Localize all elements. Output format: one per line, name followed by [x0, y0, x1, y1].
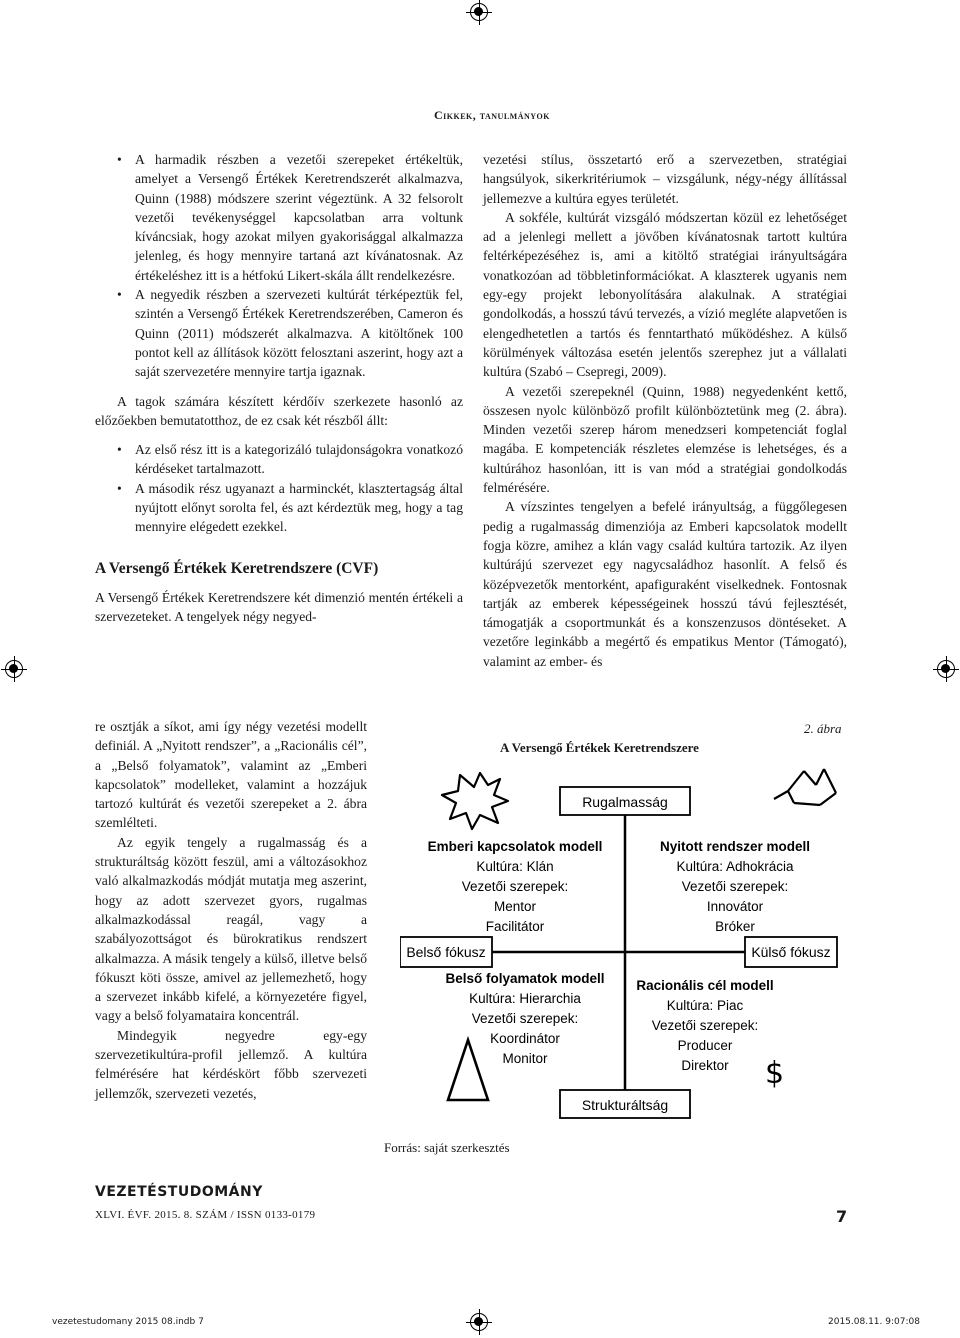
list-item: • A harmadik részben a vezetői szerepeket értékeltük, amelyet a Versengő Értékek Keretrendszerét alkalmazva, Quinn (1988) módszere szerint végeztünk. A 32 felsorolt vezetői tevékenységgel kapcsolatban arra voltunk kíváncsiak, hogy azokat milyen gyakorisággal alkalmazza jelenleg, és hogy mennyire tartaná azt kívánatosnak. Az értékeléshez itt is a hétfokú Likert-skála állt rendelkezésre.: [95, 150, 463, 285]
section-heading: A Versengő Értékek Keretrendszere (CVF): [95, 559, 379, 577]
axis-bottom-label: Strukturáltság: [581, 1097, 669, 1113]
issue-info: XLVI. ÉVF. 2015. 8. SZÁM / ISSN 0133-0179: [95, 1209, 316, 1221]
quadrant-bl-title: Belső folyamatok modell: [445, 971, 605, 986]
wrap-text-column: [95, 717, 367, 1103]
quadrant-br-roles-label: Vezetői szerepek:: [651, 1018, 759, 1033]
quadrant-br-role1: Producer: [677, 1038, 733, 1053]
cvf-diagram: [400, 765, 850, 1140]
body-paragraph: A sokféle, kultúrát vizsgáló módszertan közül ez lehetőséget ad a jelenlegi mellett a jövőben kívánatosnak tartott kultúra feltérképezéséhez is, ami a kitöltő stratégiai irányultságára vonatkozóan ad többletinformációkat. A klaszterek ugyanis nem egy-egy projekt lebonyolítására alakulnak. A stratégiai gondolkodás, a hosszú távú tervezés, a vízió megléte alapvetően is elengedhetetlen a tartós és fenntartható működéshez. A külső körülmények változása esetén jelentős szerephez jut a vállalati kultúra (Szabó – Csepregi, 2009).: [483, 209, 847, 380]
figure-number: 2. ábra: [804, 721, 842, 736]
axis-top-label: Rugalmasság: [582, 794, 668, 810]
registration-mark-left: [5, 660, 23, 678]
triangle-icon: [448, 1040, 488, 1100]
body-paragraph: A Versengő Értékek Keretrendszere két dimenzió mentén értékeli a szervezeteket. A tengelyek négy negyed-: [95, 589, 463, 625]
right-column: [483, 150, 847, 671]
quadrant-bl-roles-label: Vezetői szerepek:: [471, 1011, 579, 1026]
list-item: • Az első rész itt is a kategorizáló tulajdonságokra vonatkozó kérdéseket tartalmazott.: [95, 440, 463, 479]
quadrant-tr-role1: Innovátor: [706, 899, 764, 914]
body-paragraph: Az egyik tengely a rugalmasság és a strukturáltság között feszül, ami a változásokhoz való alkalmazkodás módját mutatja meg aszerint, hogy az adott szervezet gyors, rugalmas alkalmazkodással reagál, vagy a szabályozottságot és bürokratikus rendszert alkalmazza. A másik tengely a külső, illetve belső fókuszt köti össze, amivel az jellemezhető, hogy a szervezet inkább kifelé, a környezetére figyel, vagy a belső folyamataira koncentrál.: [95, 834, 367, 1024]
people-star-icon: [442, 773, 508, 829]
quadrant-bl-culture: Kultúra: Hierarchia: [469, 991, 581, 1006]
left-column: [95, 150, 463, 627]
bullet-list-mid: [95, 440, 463, 536]
body-paragraph: A vezetői szerepeknél (Quinn, 1988) negyedenként kettő, összesen nyolc különböző profilt különböztetünk meg (2. ábra). Minden vezetői szerep három menedzseri kompetenciát foglal magába. E kompetenciák részletes elemzése is lehetséges, és a kultúrához hasonlóan, itt is van mód a stratégiai gondolkodás felmérésére.: [483, 383, 847, 496]
print-slug-file: vezetestudomany 2015 08.indb 7: [52, 1317, 204, 1327]
quadrant-tr-role2: Bróker: [715, 919, 755, 934]
registration-mark-right: [937, 660, 955, 678]
dollar-icon: $: [765, 1056, 785, 1091]
quadrant-tl-role1: Mentor: [493, 899, 537, 914]
body-paragraph: vezetési stílus, összetartó erő a szervezetben, stratégiai hangsúlyok, sikerkritériumok – vizsgálunk, négy-négy állítással jellemezve a kultúra egyes területét.: [483, 152, 847, 206]
axis-left-label: Belső fókusz: [406, 944, 486, 960]
body-paragraph: A vízszintes tengelyen a befelé irányultság, a függőlegesen pedig a rugalmasság dimenziója az Emberi kapcsolatok modellt fogja közre, amihez a klán vagy család kultúra tartozik. Az ilyen kultúrájú szervezet egy nagycsaládhoz hasonlít. A felső és középvezetők mentorként, apafiguraként viselkednek. Fontosnak tartják az emberek képességeinek hosszú távú fejlesztését, támogatják a csoportmunkát és a konszenzusos döntéseket. A vezetőre leginkább a megértő és empatikus Mentor (Támogató), valamint az ember- és: [483, 499, 847, 669]
quadrant-tl-role2: Facilitátor: [485, 919, 545, 934]
registration-mark-top: [470, 3, 488, 21]
bullet-list-top: [95, 150, 463, 382]
list-item: • A negyedik részben a szervezeti kultúrát térképeztük fel, szintén a Versengő Értékek Keretrendszerében, Cameron és Quinn (2011) módszerét alkalmazva. A kitöltőnek 100 pontot kell az állítások között felosztani aszerint, hogy azt a saját szervezetére mennyire tartja igaznak.: [95, 285, 463, 381]
axis-right-label: Külső fókusz: [751, 944, 831, 960]
quadrant-tl-culture: Kultúra: Klán: [476, 859, 554, 874]
quadrant-br-culture: Kultúra: Piac: [666, 998, 744, 1013]
body-paragraph: re osztják a síkot, ami így négy vezetési modellt definiál. A „Nyitott rendszer”, a „Racionális cél”, a „Belső folyamatok”, valamint az „Emberi kapcsolatok” modelleket, valamint a hozzájuk tartozó kultúrát és vezetői szerepeket a 2. ábra szemlélteti.: [95, 719, 367, 831]
quadrant-tr-title: Nyitott rendszer modell: [659, 839, 811, 854]
quadrant-tl-roles-label: Vezetői szerepek:: [461, 879, 569, 894]
quadrant-br-role2: Direktor: [681, 1058, 729, 1073]
quadrant-tl-title: Emberi kapcsolatok modell: [427, 839, 603, 854]
page-number: 7: [836, 1207, 848, 1226]
body-paragraph: Mindegyik negyedre egy-egy szervezetikultúra-profil jellemző. A kultúra felmérésére hat kérdéskört főbb szervezeti jellemzők, szervezeti vezetés,: [95, 1027, 367, 1101]
quadrant-bl-role2: Monitor: [502, 1051, 548, 1066]
section-label: Cikkek, tanulmányok: [433, 108, 550, 122]
registration-mark-bottom: [470, 1313, 488, 1331]
quadrant-tr-culture: Kultúra: Adhokrácia: [676, 859, 794, 874]
figure-source: Forrás: saját szerkesztés: [384, 1140, 510, 1155]
quadrant-br-title: Racionális cél modell: [636, 978, 774, 993]
quadrant-bl-role1: Koordinátor: [490, 1031, 560, 1046]
print-slug-date: 2015.08.11. 9:07:08: [828, 1317, 920, 1327]
body-paragraph: A tagok számára készített kérdőív szerkezete hasonló az előzőekben bemutatotthoz, de ez csak két részből állt:: [95, 393, 463, 428]
quadrant-tr-roles-label: Vezetői szerepek:: [681, 879, 789, 894]
figure-caption: A Versengő Értékek Keretrendszere: [500, 740, 699, 755]
lightning-icon: [774, 769, 836, 805]
list-item: • A második rész ugyanazt a harminckét, klasztertagság által nyújtott előnyt sorolta fel, és azt kérdeztük meg, hogy a tag mennyire elégedett ezekkel.: [95, 479, 463, 537]
journal-name: VEZETÉSTUDOMÁNY: [95, 1184, 263, 1200]
